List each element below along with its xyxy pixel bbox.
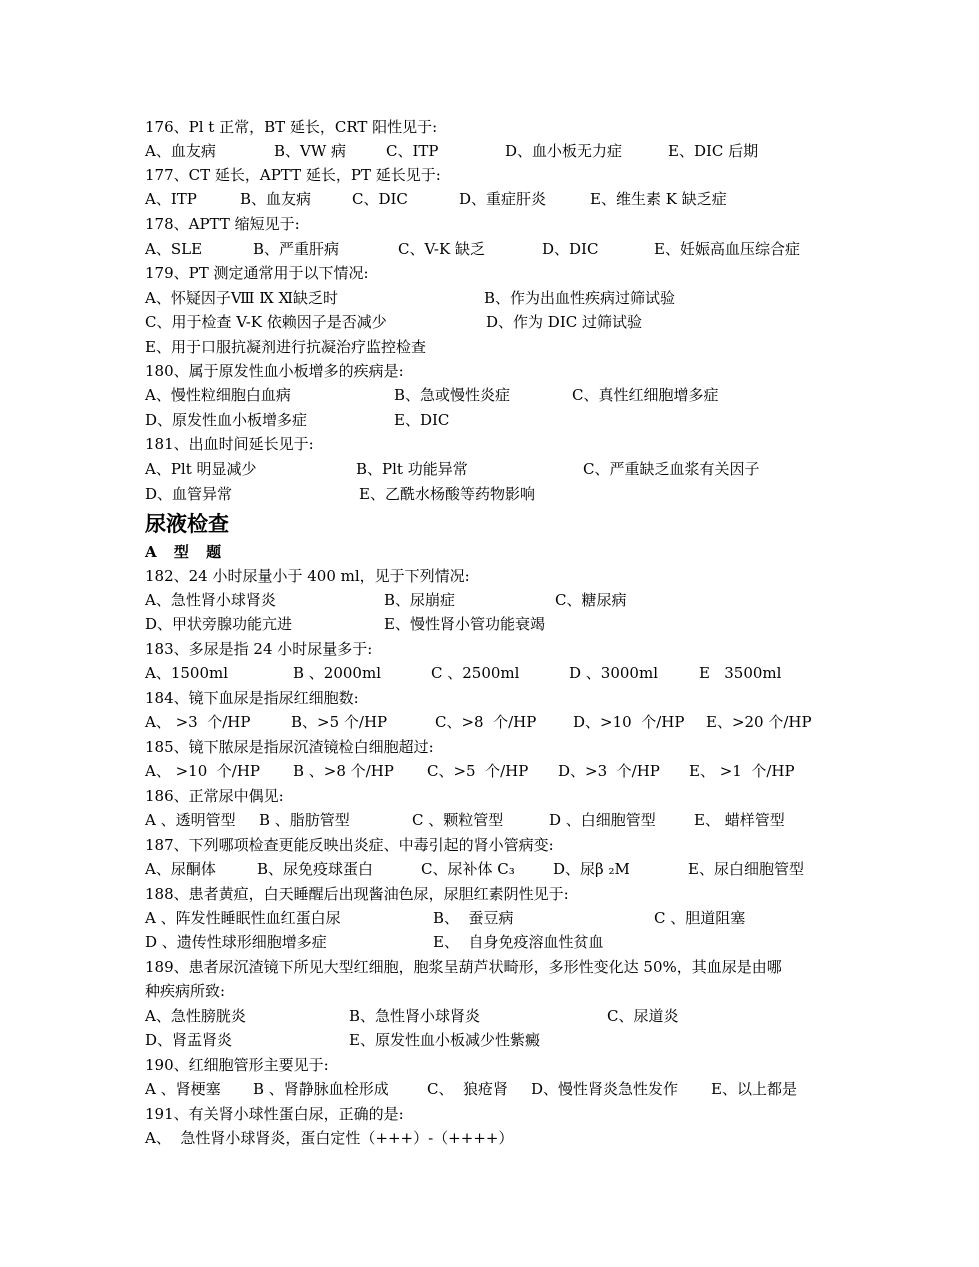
option-a: A、ITP — [145, 190, 197, 208]
options-178 — [145, 237, 800, 261]
option-b: B 、肾静脉血栓形成 — [253, 1080, 389, 1098]
option-c: C、 狼疮肾 — [427, 1080, 509, 1098]
option-e: E、尿白细胞管型 — [688, 860, 804, 878]
options-182-row2 — [145, 612, 545, 636]
option-b: B、急性肾小球肾炎 — [349, 1007, 481, 1025]
option-a: A、 >3 个/HP — [145, 713, 251, 731]
option-e: E、乙酰水杨酸等药物影响 — [359, 485, 535, 503]
option-a: A 、透明管型 — [145, 811, 236, 829]
option-a: A、Plt 明显减少 — [145, 460, 257, 478]
option-e: E、原发性血小板减少性紫癜 — [349, 1031, 540, 1049]
option-b: B、>5 个/HP — [291, 713, 388, 731]
question-187: 187、下列哪项检查更能反映出炎症、中毒引起的肾小管病变: — [145, 836, 554, 854]
option-b: B、VW 病 — [274, 142, 347, 160]
option-d: D 、白细胞管型 — [549, 811, 656, 829]
option-e: E、DIC — [394, 411, 450, 429]
option-a: A、急性肾小球肾炎 — [145, 591, 276, 609]
option-a: A、尿酮体 — [145, 860, 216, 878]
options-185 — [145, 759, 795, 783]
question-189-continued: 种疾病所致: — [145, 982, 226, 1000]
option-c: C、V-K 缺乏 — [398, 240, 485, 258]
option-e: E、 蜡样管型 — [694, 811, 785, 829]
option-b: B、Plt 功能异常 — [356, 460, 468, 478]
option-c: C、>5 个/HP — [427, 762, 529, 780]
option-e: E、维生素 K 缺乏症 — [590, 190, 727, 208]
option-e: E、DIC 后期 — [668, 142, 759, 160]
option-c: C、尿补体 C₃ — [421, 860, 515, 878]
option-d: D、>3 个/HP — [558, 762, 660, 780]
option-c: C、DIC — [352, 190, 408, 208]
option-a: A 、肾梗塞 — [145, 1080, 221, 1098]
option-c: C、>8 个/HP — [435, 713, 537, 731]
question-176: 176、Pl t 正常，BT 延长，CRT 阳性见于: — [145, 118, 438, 136]
options-189-row1 — [145, 1004, 679, 1028]
option-e: E、 >1 个/HP — [689, 762, 795, 780]
question-185: 185、镜下脓尿是指尿沉渣镜检白细胞超过: — [145, 738, 434, 756]
option-e: E 3500ml — [699, 664, 782, 682]
option-e: E、>20 个/HP — [706, 713, 812, 731]
question-181: 181、出血时间延长见于: — [145, 435, 314, 453]
option-c: C、真性红细胞增多症 — [572, 386, 719, 404]
option-c: C、严重缺乏血浆有关因子 — [583, 460, 760, 478]
option-a: A、 急性肾小球肾炎，蛋白定性（+++）-（++++） — [145, 1129, 514, 1147]
option-e: E、用于口服抗凝剂进行抗凝治疗监控检查 — [145, 338, 426, 356]
options-181-row2 — [145, 482, 535, 506]
question-183: 183、多尿是指 24 小时尿量多于: — [145, 640, 373, 658]
option-c: C、ITP — [386, 142, 439, 160]
question-177: 177、CT 延长，APTT 延长，PT 延长见于: — [145, 166, 441, 184]
section-title: 尿液检查 — [145, 512, 229, 536]
option-b: B 、脂肪管型 — [259, 811, 350, 829]
option-c: C 、胆道阻塞 — [654, 909, 746, 927]
options-188-row2 — [145, 930, 604, 954]
question-189: 189、患者尿沉渣镜下所见大型红细胞，胞浆呈葫芦状畸形，多形性变化达 50%，其血尿是由哪 — [145, 958, 782, 976]
option-b: B、作为出血性疾病过筛试验 — [484, 289, 676, 307]
option-b: B 、2000ml — [293, 664, 381, 682]
option-a: A、急性膀胱炎 — [145, 1007, 246, 1025]
option-e: E、妊娠高血压综合症 — [654, 240, 800, 258]
options-187 — [145, 857, 804, 881]
option-c: C、尿道炎 — [607, 1007, 679, 1025]
option-d: D、>10 个/HP — [573, 713, 685, 731]
option-c: C、糖尿病 — [555, 591, 627, 609]
question-180: 180、属于原发性血小板增多的疾病是: — [145, 362, 404, 380]
options-180-row2 — [145, 408, 450, 432]
option-b: B、急或慢性炎症 — [394, 386, 511, 404]
question-186: 186、正常尿中偶见: — [145, 787, 284, 805]
option-a: A、1500ml — [145, 664, 229, 682]
option-c: C 、2500ml — [431, 664, 520, 682]
options-190 — [145, 1077, 797, 1101]
options-181-row1 — [145, 457, 760, 481]
option-d: D、作为 DIC 过筛试验 — [486, 313, 642, 331]
option-d: D 、3000ml — [569, 664, 658, 682]
options-183 — [145, 661, 782, 685]
option-e: E、 自身免疫溶血性贫血 — [433, 933, 604, 951]
option-d: D、肾盂肾炎 — [145, 1031, 233, 1049]
question-191: 191、有关肾小球性蛋白尿，正确的是: — [145, 1105, 404, 1123]
question-178: 178、APTT 缩短见于: — [145, 215, 300, 233]
option-b: B、血友病 — [240, 190, 312, 208]
options-179-row2 — [145, 310, 642, 334]
question-182: 182、24 小时尿量小于 400 ml，见于下列情况: — [145, 567, 470, 585]
question-188: 188、患者黄疸，白天睡醒后出现酱油色尿，尿胆红素阴性见于: — [145, 885, 569, 903]
option-e: E、以上都是 — [711, 1080, 797, 1098]
option-a: A、血友病 — [145, 142, 216, 160]
option-a: A、怀疑因子Ⅷ Ⅸ Ⅺ缺乏时 — [145, 289, 339, 307]
question-179: 179、PT 测定通常用于以下情况: — [145, 264, 369, 282]
question-184: 184、镜下血尿是指尿红细胞数: — [145, 689, 359, 707]
options-186 — [145, 808, 785, 832]
option-b: B、严重肝病 — [253, 240, 340, 258]
option-c: C 、颗粒管型 — [412, 811, 504, 829]
option-a: A、 >10 个/HP — [145, 762, 261, 780]
options-176 — [145, 139, 759, 163]
option-d: D、慢性肾炎急性发作 — [531, 1080, 679, 1098]
options-179-row1 — [145, 286, 676, 310]
option-d: D、尿β ₂M — [553, 860, 630, 878]
option-d: D、血小板无力症 — [505, 142, 623, 160]
option-d: D 、遗传性球形细胞增多症 — [145, 933, 327, 951]
option-d: D、原发性血小板增多症 — [145, 411, 308, 429]
options-188-row1 — [145, 906, 746, 930]
option-c: C、用于检查 V-K 依赖因子是否减少 — [145, 313, 387, 331]
option-e: E、慢性肾小管功能衰竭 — [384, 615, 545, 633]
option-a: A、慢性粒细胞白血病 — [145, 386, 291, 404]
option-b: B、 蚕豆病 — [433, 909, 514, 927]
options-189-row2 — [145, 1028, 540, 1052]
option-a: A、SLE — [145, 240, 203, 258]
option-a: A 、阵发性睡眠性血红蛋白尿 — [145, 909, 341, 927]
option-d: D、甲状旁腺功能亢进 — [145, 615, 293, 633]
options-177 — [145, 187, 727, 211]
option-d: D、DIC — [542, 240, 599, 258]
section-subtitle: A 型 题 — [145, 543, 228, 561]
option-b: B 、>8 个/HP — [293, 762, 394, 780]
options-184 — [145, 710, 812, 734]
question-190: 190、红细胞管形主要见于: — [145, 1056, 329, 1074]
option-d: D、血管异常 — [145, 485, 233, 503]
options-182-row1 — [145, 588, 627, 612]
option-d: D、重症肝炎 — [459, 190, 547, 208]
option-b: B、尿免疫球蛋白 — [257, 860, 374, 878]
option-b: B、尿崩症 — [384, 591, 456, 609]
options-180-row1 — [145, 383, 719, 407]
